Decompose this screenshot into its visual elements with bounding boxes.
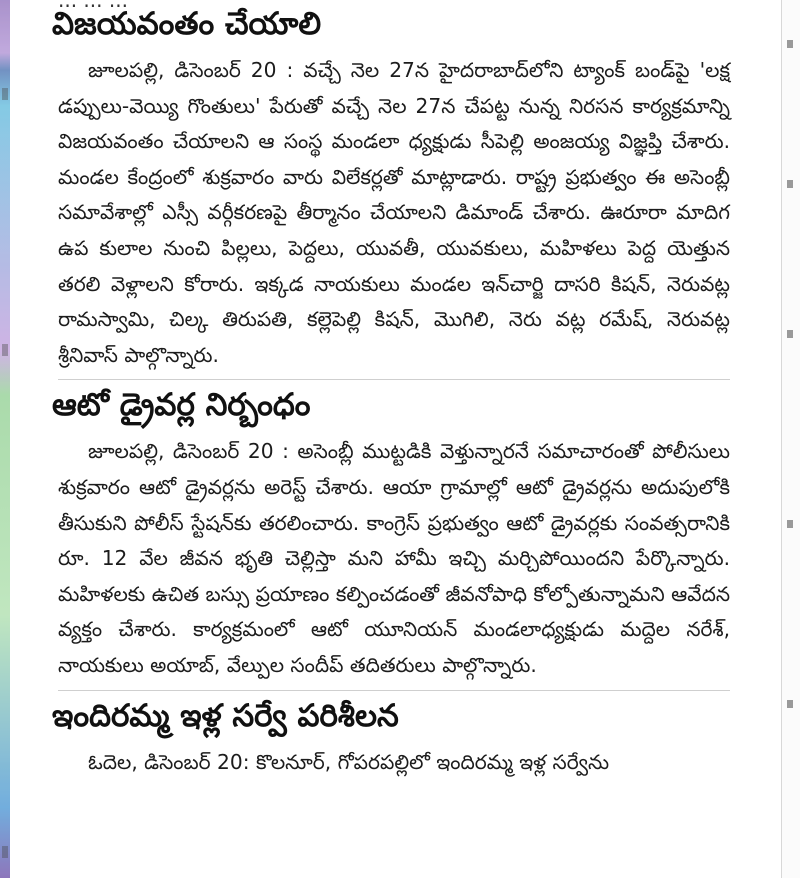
article-body: జూలపల్లి, డిసెంబర్ 20 : వచ్చే నెల 27న హైదరాబాద్‌లోని ట్యాంక్ బండ్‌పై 'లక్ష డప్పులు-వెయ్యి గొంతులు' పేరుతో వచ్చే నెల 27న చేపట్ట నున్న నిరసన కార్యక్రమాన్ని విజయవంతం చేయాలని ఆ సంస్థ మండలా ధ్యక్షుడు సీపెల్లి అంజయ్య విజ్ఞప్తి చేశారు. మండల కేంద్రంలో శుక్రవారం వారు విలేకర్లతో మాట్లాడారు. రాష్ట్ర ప్రభుత్వం ఈ అసెంబ్లీ సమావేశాల్లో ఎస్సీ వర్గీకరణపై తీర్మానం చేయాలని డిమాండ్ చేశారు. ఊరూరా మాదిగ ఉప కులాల నుంచి పిల్లలు, పెద్దలు, యువతీ, యువకులు, మహిళలు పెద్ద యెత్తున తరలి వెళ్లాలని కోరారు. ఇక్కడ నాయకులు మండల ఇన్‌చార్జి దాసరి కిషన్, నెరువట్ల రామస్వామి, చిల్క తిరుపతి, కల్లెపెల్లి కిషన్, మొగిలి, నెరు వట్ల రమేష్, నెరువట్ల శ్రీనివాస్ పాల్గొన్నారు. — [58, 58, 730, 367]
article-section-3 — [52, 695, 730, 781]
article-headline: విజయవంతం చేయాలి — [52, 6, 322, 42]
edge-mark — [2, 88, 8, 100]
edge-tick — [787, 40, 793, 48]
edge-tick — [787, 330, 793, 338]
edge-mark — [2, 344, 8, 356]
article-section-1 — [52, 3, 730, 373]
right-page-edge — [781, 0, 800, 878]
article-body: జూలపల్లి, డిసెంబర్ 20 : అసెంబ్లీ ముట్టడికి వెళ్తున్నారనే సమాచారంతో పోలీసులు శుక్రవారం ఆటో డ్రైవర్లను అరెస్ట్ చేశారు. ఆయా గ్రామాల్లో ఆటో డ్రైవర్లను అదుపులోకి తీసుకుని పోలీస్ స్టేషన్‌కు తరలించారు. కాంగ్రెస్ ప్రభుత్వం ఆటో డ్రైవర్లకు సంవత్సరానికి రూ. 12 వేల జీవన భృతి చెల్లిస్తా మని హామీ ఇచ్చి మర్చిపోయిందని పేర్కొన్నారు. మహిళలకు ఉచిత బస్సు ప్రయాణం కల్పించడంతో జీవనోపాధి కోల్పోతున్నామని ఆవేదన వ్యక్తం చేశారు. కార్యక్రమంలో ఆటో యూనియన్ మండలాధ్యక్షుడు మద్దెల నరేశ్, నాయకులు అయాబ్, వేల్పుల సందీప్ తదితరులు పాల్గొన్నారు. — [58, 439, 730, 677]
newspaper-column: ... ... ... విజయవంతం చేయాలి జూలపల్లి, డిసెంబర్ 20 : వచ్చే నెల 27న హైదరాబాద్‌లోని ట్యాంక్ బండ్‌పై 'లక్ష డప్పులు-వెయ్యి గొంతులు' పేరుతో వచ్చే నెల 27న చేపట్ట నున్న నిరసన కార్యక్రమాన్ని విజయవంతం చేయాలని ఆ సంస్థ మండలా ధ్యక్షుడు సీపెల్లి అంజయ్య విజ్ఞప్తి చేశారు. మండల కేంద్రంలో శుక్రవారం వారు విలేకర్లతో మాట్లాడారు. రాష్ట్ర ప్రభుత్వం ఈ అసెంబ్లీ సమావేశాల్లో ఎస్సీ వర్గీకరణపై తీర్మానం చేయాలని డిమాండ్ చేశారు. ఊరూరా మాదిగ ఉప కులాల నుంచి పిల్లలు, పెద్దలు, యువతీ, యువకులు, మహిళలు పెద్ద యెత్తున తరలి వెళ్లాలని కోరారు. ఇక్కడ నాయకులు మండల ఇన్‌చార్జి దాసరి కిషన్, నెరువట్ల రామస్వామి, చిల్క తిరుపతి, కల్లెపెల్లి కిషన్, మొగిలి, నెరు వట్ల రమేష్, నెరువట్ల శ్రీనివాస్ పాల్గొన్నారు. ఆటో డ్రైవర్ల నిర్బంధం జూలపల్లి, డిసెంబర్ 20 : అసెంబ్లీ ముట్టడికి వెళ్తున్నారనే సమాచారంతో పోలీసులు శుక్రవారం ఆటో డ్రైవర్లను అరెస్ట్ చేశారు. ఆయా గ్రామాల్లో ఆటో డ్రైవర్లను అదుపులోకి తీసుకుని పోలీస్ స్టేషన్‌కు తరలించారు. కాంగ్రెస్ ప్రభుత్వం ఆటో డ్రైవర్లకు సంవత్సరానికి రూ. 12 వేల జీవన భృతి చెల్లిస్తా మని హామీ ఇచ్చి మర్చిపోయిందని పేర్కొన్నారు. మహిళలకు ఉచిత బస్సు ప్రయాణం కల్పించడంతో జీవనోపాధి కోల్పోతున్నామని ఆవేదన వ్యక్తం చేశారు. కార్యక్రమంలో ఆటో యూనియన్ మండలాధ్యక్షుడు మద్దెల నరేశ్, నాయకులు అయాబ్, వేల్పుల సందీప్ తదితరులు పాల్గొన్నారు. ఇందిరమ్మ ఇళ్ల సర్వే పరిశీలన ఓదెల, డిసెంబర్ 20: కొలనూర్, గోపరపల్లిలో ఇందిరమ్మ ఇళ్ల సర్వేను — [58, 0, 730, 780]
section-divider — [58, 690, 730, 691]
article-body: ఓదెల, డిసెంబర్ 20: కొలనూర్, గోపరపల్లిలో ఇందిరమ్మ ఇళ్ల సర్వేను — [88, 749, 610, 774]
section-divider — [58, 379, 730, 380]
edge-tick — [787, 180, 793, 188]
edge-tick — [787, 700, 793, 708]
left-page-edge — [0, 0, 10, 878]
article-headline: ఆటో డ్రైవర్ల నిర్బంధం — [52, 387, 311, 424]
edge-mark — [2, 846, 8, 858]
article-section-2 — [52, 384, 730, 683]
edge-tick — [787, 520, 793, 528]
article-headline: ఇందిరమ్మ ఇళ్ల సర్వే పరిశీలన — [52, 697, 399, 734]
